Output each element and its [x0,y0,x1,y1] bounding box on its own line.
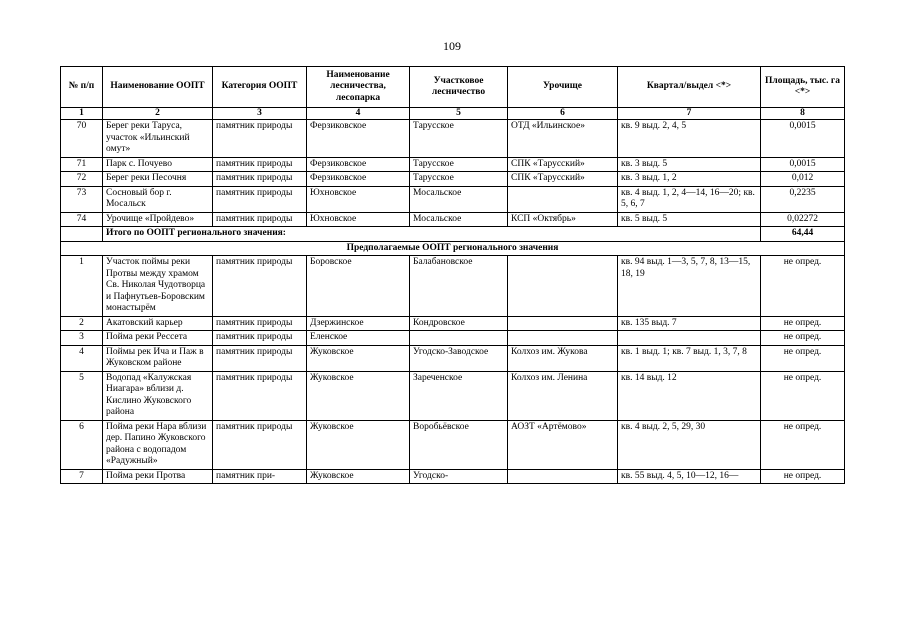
table-row [61,331,845,346]
row-number: 74 [61,212,103,227]
tract: СПК «Тарусский» [508,172,618,187]
column-number: 5 [410,108,508,120]
district-forestry: Мосальское [410,186,508,212]
forestry: Жуковское [307,371,410,420]
tract [508,316,618,331]
district-forestry: Балабановское [410,256,508,317]
oopt-category: памятник природы [213,120,307,158]
oopt-name: Водопад «Калужская Ниагара» вблизи д. Кислино Жуковского района [103,371,213,420]
district-forestry [410,331,508,346]
total-value: 64,44 [761,227,845,242]
quarter: кв. 4 выд. 1, 2, 4—14, 16—20; кв. 5, 6, 7 [618,186,761,212]
column-number: 6 [508,108,618,120]
tract [508,186,618,212]
oopt-category: памятник при- [213,469,307,484]
row-number: 71 [61,157,103,172]
area: не опред. [761,345,845,371]
row-number: 1 [61,256,103,317]
oopt-name: Акатовский карьер [103,316,213,331]
district-forestry: Воробьёвское [410,420,508,469]
page-number: 109 [443,39,461,53]
district-forestry: Угодско- [410,469,508,484]
forestry: Жуковское [307,469,410,484]
oopt-table [60,66,845,484]
row-number: 5 [61,371,103,420]
area: не опред. [761,256,845,317]
quarter: кв. 55 выд. 4, 5, 10—12, 16— [618,469,761,484]
oopt-name: Сосновый бор г. Мосальск [103,186,213,212]
quarter [618,331,761,346]
table-row [61,345,845,371]
oopt-category: памятник природы [213,186,307,212]
oopt-name: Парк с. Почуево [103,157,213,172]
row-number: 7 [61,469,103,484]
quarter: кв. 9 выд. 2, 4, 5 [618,120,761,158]
district-forestry: Тарусское [410,172,508,187]
row-number: 6 [61,420,103,469]
tract: СПК «Тарусский» [508,157,618,172]
forestry: Юхновское [307,186,410,212]
row-number: 2 [61,316,103,331]
column-number: 7 [618,108,761,120]
tract [508,331,618,346]
forestry: Ферзиковское [307,120,410,158]
column-header: Квартал/выдел <*> [618,67,761,108]
oopt-name: Пойма реки Рессета [103,331,213,346]
column-header: Наименование ООПТ [103,67,213,108]
table-row [61,256,845,317]
quarter: кв. 5 выд. 5 [618,212,761,227]
column-number-row [61,108,845,120]
area: 0,0015 [761,120,845,158]
forestry: Ферзиковское [307,157,410,172]
area: не опред. [761,316,845,331]
forestry: Юхновское [307,212,410,227]
oopt-category: памятник природы [213,157,307,172]
row-number: 73 [61,186,103,212]
district-forestry: Угодско-Заводское [410,345,508,371]
column-header: Урочище [508,67,618,108]
district-forestry: Зареченское [410,371,508,420]
row-number: 70 [61,120,103,158]
section-row [61,241,845,256]
quarter: кв. 14 выд. 12 [618,371,761,420]
oopt-name: Берег реки Таруса, участок «Ильинский омут» [103,120,213,158]
quarter: кв. 4 выд. 2, 5, 29, 30 [618,420,761,469]
area: не опред. [761,331,845,346]
table-row [61,186,845,212]
district-forestry: Тарусское [410,157,508,172]
column-number: 3 [213,108,307,120]
tract: КСП «Октябрь» [508,212,618,227]
column-number: 8 [761,108,845,120]
oopt-category: памятник природы [213,371,307,420]
total-blank-cell [61,227,103,242]
oopt-category: памятник природы [213,331,307,346]
table-row [61,212,845,227]
tract [508,256,618,317]
row-number: 4 [61,345,103,371]
section-title: Предполагаемые ООПТ регионального значения [61,241,845,256]
table-row [61,120,845,158]
forestry: Жуковское [307,420,410,469]
quarter: кв. 1 выд. 1; кв. 7 выд. 1, 3, 7, 8 [618,345,761,371]
area: 0,0015 [761,157,845,172]
column-header: Категория ООПТ [213,67,307,108]
column-number: 1 [61,108,103,120]
tract: ОТД «Ильинское» [508,120,618,158]
area: 0,012 [761,172,845,187]
district-forestry: Мосальское [410,212,508,227]
forestry: Дзержинское [307,316,410,331]
row-number: 3 [61,331,103,346]
column-header: № п/п [61,67,103,108]
forestry: Жуковское [307,345,410,371]
table-row [61,157,845,172]
tract: АОЗТ «Артёмово» [508,420,618,469]
table-row [61,469,845,484]
oopt-category: памятник природы [213,420,307,469]
row-number: 72 [61,172,103,187]
forestry: Ферзиковское [307,172,410,187]
table-row [61,316,845,331]
oopt-name: Участок поймы реки Протвы между храмом Св. Николая Чудотворца и Пафнутьев-Боровским монастырём [103,256,213,317]
quarter: кв. 135 выд. 7 [618,316,761,331]
area: не опред. [761,420,845,469]
oopt-category: памятник природы [213,212,307,227]
column-header: Участковое лесничество [410,67,508,108]
district-forestry: Кондровское [410,316,508,331]
oopt-category: памятник природы [213,345,307,371]
column-header: Площадь, тыс. га <*> [761,67,845,108]
table-row [61,371,845,420]
oopt-category: памятник природы [213,172,307,187]
oopt-name: Пойма реки Протва [103,469,213,484]
oopt-name: Пойма реки Нара вблизи дер. Папино Жуковского района с водопадом «Радужный» [103,420,213,469]
table-row [61,420,845,469]
tract [508,469,618,484]
oopt-category: памятник природы [213,256,307,317]
tract: Колхоз им. Жукова [508,345,618,371]
column-header: Наименование лесничества, лесопарка [307,67,410,108]
table-row [61,172,845,187]
oopt-category: памятник природы [213,316,307,331]
area: не опред. [761,469,845,484]
oopt-name: Берег реки Песочня [103,172,213,187]
column-number: 2 [103,108,213,120]
area: 0,02272 [761,212,845,227]
forestry: Боровское [307,256,410,317]
total-label: Итого по ООПТ регионального значения: [103,227,761,242]
oopt-name: Поймы рек Ича и Паж в Жуковском районе [103,345,213,371]
header-row [61,67,845,108]
oopt-name: Урочище «Пройдево» [103,212,213,227]
area: не опред. [761,371,845,420]
area: 0,2235 [761,186,845,212]
quarter: кв. 94 выд. 1—3, 5, 7, 8, 13—15, 18, 19 [618,256,761,317]
column-number: 4 [307,108,410,120]
forestry: Еленское [307,331,410,346]
quarter: кв. 3 выд. 5 [618,157,761,172]
total-row [61,227,845,242]
district-forestry: Тарусское [410,120,508,158]
quarter: кв. 3 выд. 1, 2 [618,172,761,187]
tract: Колхоз им. Ленина [508,371,618,420]
